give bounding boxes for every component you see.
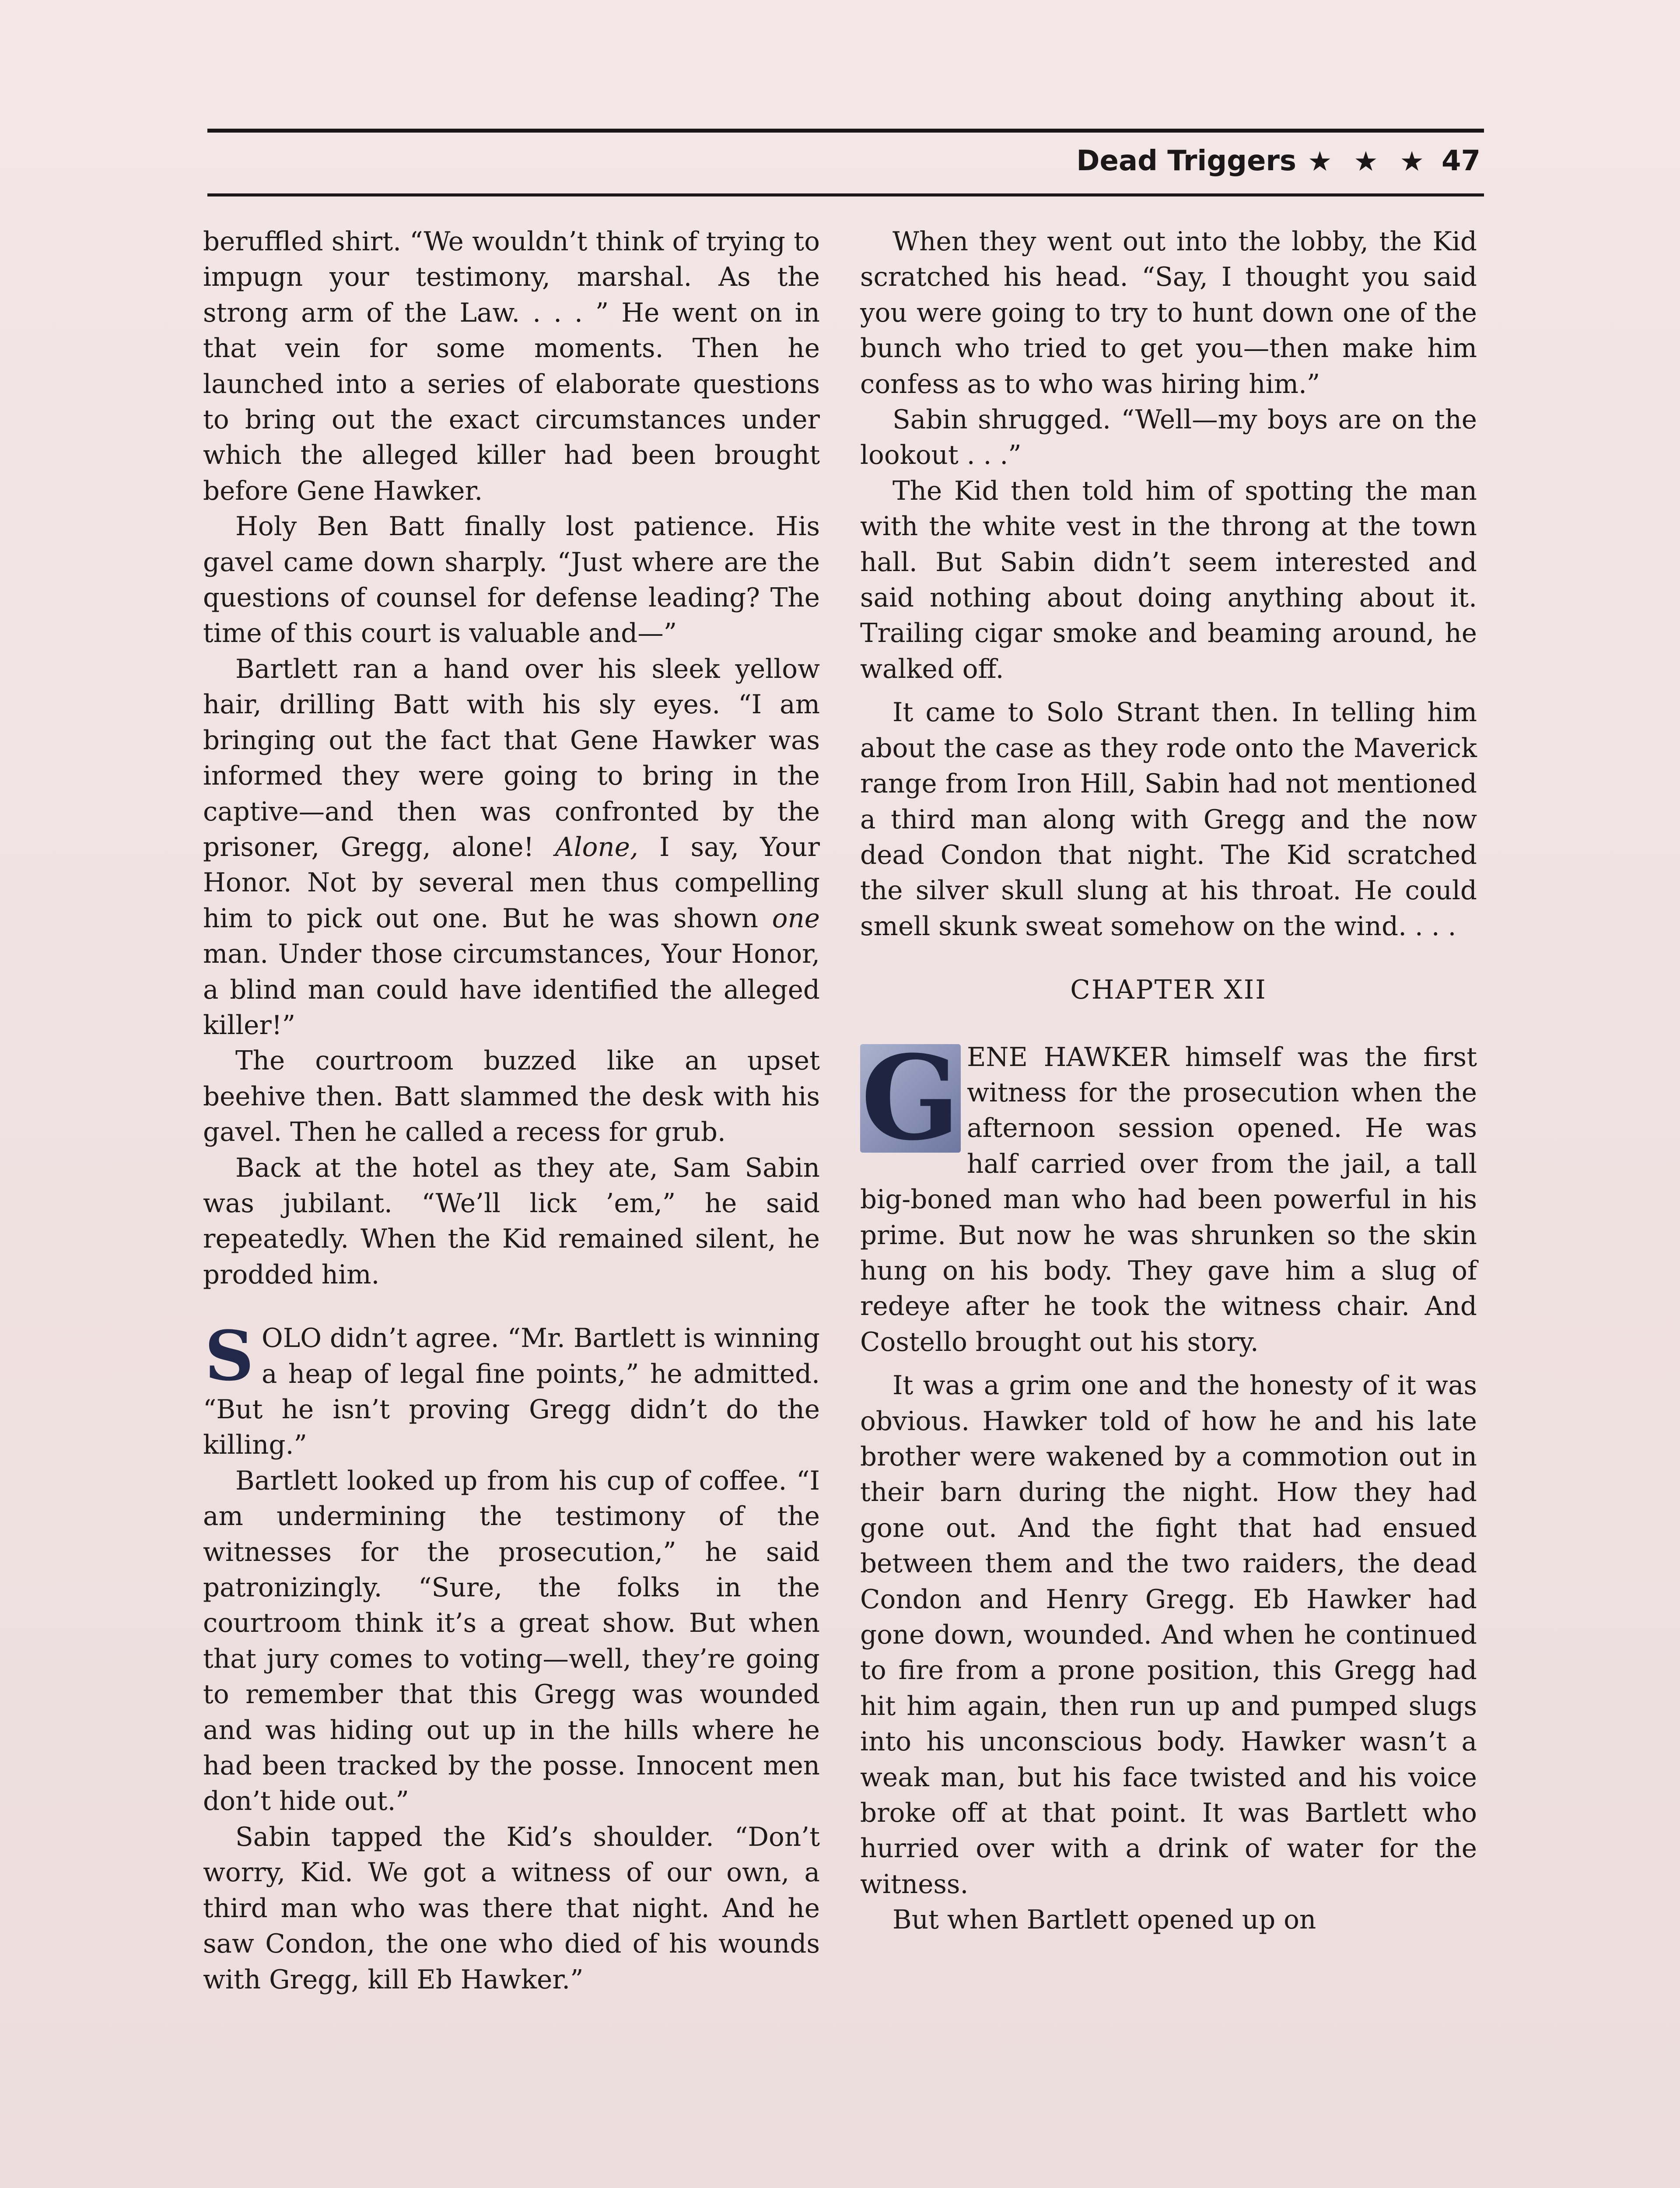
left-column — [203, 224, 820, 1998]
paragraph: But when Bartlett opened up on — [892, 1905, 1316, 1936]
drop-cap: S — [204, 1316, 254, 1396]
paragraph: When they went out into the lobby, the Kid scratched his head. “Say, I thought you said you were going to try to hunt down one of the bunch who tried to get you—then make him confess as to who was hiring him.” — [860, 227, 1477, 400]
paragraph: Holy Ben Batt finally lost patience. His gavel came down sharply. “Just where are the questions of counsel for defense leading? The time of this court is valuable and—” — [203, 512, 820, 649]
page-number: 47 — [1441, 145, 1480, 177]
emphasis-text: Alone, — [555, 832, 638, 863]
right-column — [860, 224, 1477, 1938]
paragraph-text: man. Under those circumstances, Your Honor, a blind man could have identified the alleged killer!” — [203, 939, 820, 1041]
running-head-stars: ★ ★ ★ — [1308, 145, 1430, 177]
paragraph-text: Bartlett ran a hand over his sleek yellow hair, drilling Batt with his sly eyes. “I am bringing out the fact that Gene Hawker was informed they were going to bring in the captive—and then was confronted by the prisoner, Gregg, alone! — [203, 654, 820, 863]
paragraph: It came to Solo Strant then. In telling him about the case as they rode onto the Maverick range from Iron Hill, Sabin had not mentioned a third man along with Gregg and the now dead Condon that night. The Kid scratched the silver skull slung at his throat. He could smell skunk sweat somehow on the wind. . . . — [860, 698, 1477, 942]
paragraph: Sabin shrugged. “Well—my boys are on the lookout . . .” — [860, 405, 1477, 471]
running-head-title: Dead Triggers — [1076, 145, 1297, 177]
paragraph: beruffled shirt. “We wouldn’t think of trying to impugn your testimony, marshal. As the strong arm of the Law. . . . ” He went on in that vein for some moments. Then he launched into a series of elaborate questions to bring out the exact circumstances under which the alleged killer had been brought before Gene Hawker. — [203, 227, 820, 506]
paragraph: The courtroom buzzed like an upset beehive then. Batt slammed the desk with his gavel. Then he called a recess for grub. — [203, 1046, 820, 1148]
paragraph-text: ENE HAWKER himself was the first witness for the prosecution when the afternoon session opened. He was half carried over from the jail, a tall big-boned man who had been powerful in his prime. But now he was shrunken so the skin hung on his body. They gave him a slug of redeye after he took the witness chair. And Costello brought out his story. — [860, 1042, 1477, 1357]
drop-cap: G — [861, 1030, 960, 1166]
paragraph: Back at the hotel as they ate, Sam Sabin was jubilant. “We’ll lick ’em,” he said repeatedly. When the Kid remained silent, he prodded him. — [203, 1153, 820, 1290]
paragraph: Bartlett looked up from his cup of coffee. “I am undermining the testimony of the witnesses for the prosecution,” he said patronizingly. “Sure, the folks in the courtroom think it’s a great show. But when that jury comes to voting—well, they’re going to remember that this Gregg was wounded and was hiding out up in the hills where he had been tracked by the posse. Innocent men don’t hide out.” — [203, 1466, 820, 1817]
header-bottom-rule — [207, 193, 1484, 196]
emphasis-text: one — [772, 903, 820, 934]
chapter-heading: CHAPTER XII — [1070, 975, 1267, 1006]
running-head — [1076, 139, 1480, 183]
paragraph-dropcap — [203, 1316, 820, 1463]
paragraph-dropcap — [860, 1030, 1477, 1360]
paragraph: Sabin tapped the Kid’s shoulder. “Don’t worry, Kid. We got a witness of our own, a third man who was there that night. And he saw Condon, the one who died of his wounds with Gregg, kill Eb Hawker.” — [203, 1822, 820, 1995]
paragraph: It was a grim one and the honesty of it was obvious. Hawker told of how he and his late brother were wakened by a commotion out in their barn during the night. How they had gone out. And the fight that had ensued between them and the two raiders, the dead Condon and Henry Gregg. Eb Hawker had gone down, wounded. And when he continued to fire from a prone position, this Gregg had hit him again, then run up and pumped slugs into his unconscious body. Hawker wasn’t a weak man, but his face twisted and his voice broke off at that point. It was Bartlett who hurried over with a drink of water for the witness. — [860, 1371, 1477, 1900]
paragraph — [203, 652, 820, 1043]
paragraph: The Kid then told him of spotting the man with the white vest in the throng at the town hall. But Sabin didn’t seem interested and said nothing about doing anything about it. Trailing cigar smoke and beaming around, he walked off. — [860, 476, 1477, 684]
paragraph-text: I say, Your Honor. Not by several men thus compelling him to pick out one. But he was shown — [203, 832, 820, 934]
header-top-rule — [207, 129, 1484, 133]
paragraph-text: OLO didn’t agree. “Mr. Bartlett is winning a heap of legal fine points,” he admitted. “But he isn’t proving Gregg didn’t do the killing.” — [203, 1323, 820, 1461]
